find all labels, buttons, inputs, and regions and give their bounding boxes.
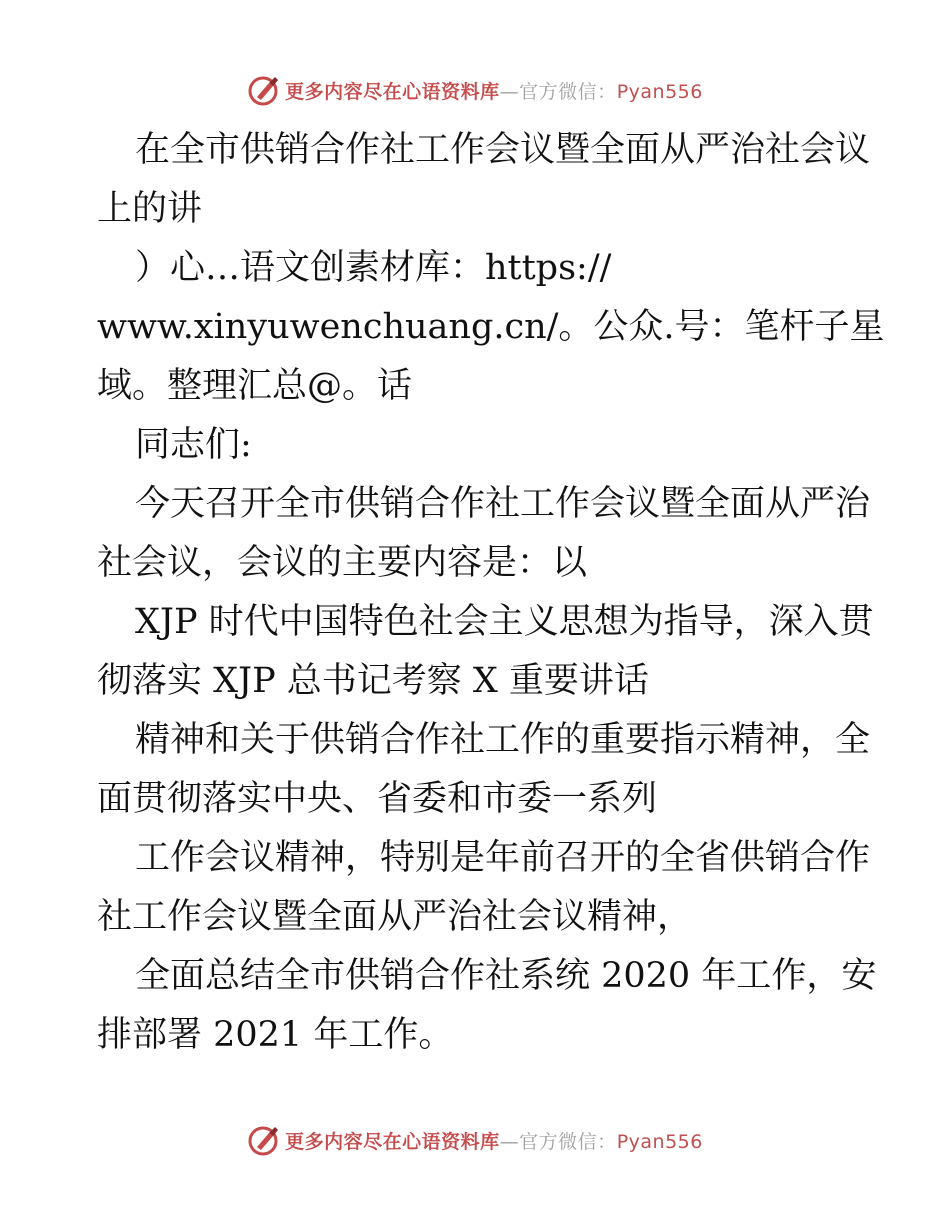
paragraph-line: 在全市供销合作社工作会议暨全面从严治社会议	[135, 130, 871, 170]
paragraph-line: 精神和关于供销合作社工作的重要指示精神，全	[135, 720, 871, 760]
watermark-main-text: 更多内容尽在心语资料库	[285, 1130, 500, 1153]
brush-logo-icon	[247, 1123, 281, 1157]
watermark-wechat-id: Pyan556	[616, 80, 703, 103]
header-watermark	[0, 70, 950, 110]
paragraph-line: 全面总结全市供销合作社系统 2020 年工作，安	[135, 956, 877, 996]
paragraph-line: 彻落实 XJP 总书记考察 X 重要讲话	[97, 661, 649, 701]
paragraph-line: 同志们:	[135, 425, 252, 465]
footer-watermark	[0, 1120, 950, 1160]
watermark-wechat-id: Pyan556	[616, 1130, 703, 1153]
brush-logo-icon	[247, 73, 281, 107]
paragraph-line: 面贯彻落实中央、省委和市委一系列	[97, 779, 658, 819]
paragraph-line: XJP 时代中国特色社会主义思想为指导，深入贯	[135, 602, 874, 642]
watermark-official-label: 官方微信：	[519, 80, 617, 103]
paragraph-line: 社会议，会议的主要内容是：以	[97, 543, 588, 583]
paragraph-line: 上的讲	[97, 189, 203, 229]
watermark-official-label: 官方微信：	[519, 1130, 617, 1153]
paragraph-line: www.xinyuwenchuang.cn/。公众.号：笔杆子星	[97, 307, 885, 347]
document-body	[97, 121, 885, 1065]
paragraph-line: 社工作会议暨全面从严治社会议精神，	[97, 897, 693, 937]
paragraph-line: 域。整理汇总@。话	[97, 366, 413, 406]
paragraph-line: 工作会议精神，特别是年前召开的全省供销合作	[135, 838, 871, 878]
watermark-dash: —	[499, 1130, 520, 1153]
watermark-main-text: 更多内容尽在心语资料库	[285, 80, 500, 103]
paragraph-line: ）心…语文创素材库：https://	[135, 248, 612, 288]
paragraph-line: 排部署 2021 年工作。	[97, 1015, 454, 1055]
watermark-dash: —	[499, 80, 520, 103]
paragraph-line: 今天召开全市供销合作社工作会议暨全面从严治	[135, 484, 871, 524]
